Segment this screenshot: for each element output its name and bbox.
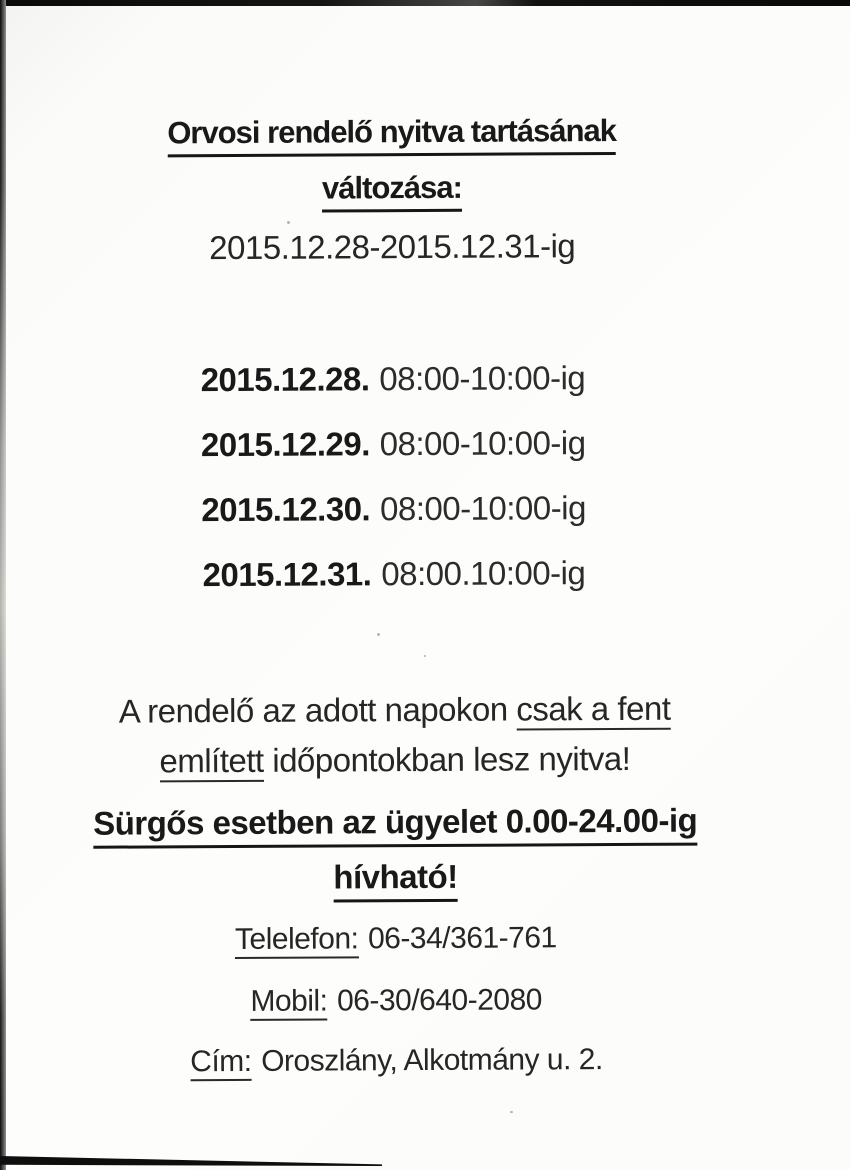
emergency-text: hívható!: [333, 858, 458, 903]
notice-date-range: 2015.12.28-2015.12.31-ig: [209, 227, 576, 267]
contact-label: Cím:: [190, 1045, 252, 1081]
note-text: A rendelő az adott napokon: [118, 690, 517, 730]
schedule-row: [0, 551, 788, 598]
schedule-row: [0, 486, 788, 533]
schedule-date: 2015.12.31.: [202, 555, 372, 594]
contact-value: 06-30/640-2080: [336, 983, 542, 1018]
contact-row-phone: [2, 917, 790, 960]
schedule-time: 08:00-10:00-ig: [379, 424, 586, 463]
contact-label: Telelefon:: [235, 922, 359, 959]
schedule-time: 08:00.10:00-ig: [381, 554, 586, 593]
contact-row-mobile: [2, 979, 790, 1022]
note-text: időpontokban lesz nyitva!: [263, 739, 631, 779]
contact-label: Mobil:: [250, 985, 327, 1021]
contact-row-address: [2, 1039, 790, 1082]
schedule-date: 2015.12.28.: [200, 360, 370, 399]
note-underlined-text: csak a fent: [516, 690, 670, 731]
emergency-text: Sürgős esetben az ügyelet 0.00-24.00-ig: [93, 802, 697, 849]
note-line1: [1, 687, 789, 734]
notice-title-line1: [0, 110, 786, 154]
schedule-date: 2015.12.29.: [200, 425, 370, 464]
schedule-time: 08:00-10:00-ig: [379, 489, 586, 528]
schedule-date: 2015.12.30.: [201, 490, 371, 529]
schedule-row: [0, 421, 787, 468]
emergency-line1: [1, 799, 789, 846]
note-underlined-text: említett: [159, 742, 263, 783]
schedule-row: [0, 356, 787, 403]
note-line2: [1, 737, 789, 784]
notice-title-line2: [0, 166, 786, 210]
title-text: Orvosi rendelő nyitva tartásának: [167, 113, 616, 157]
contact-value: Oroszlány, Alkotmány u. 2.: [261, 1043, 603, 1078]
title-text: változása:: [322, 170, 462, 213]
emergency-line2: [1, 854, 789, 901]
schedule-time: 08:00-10:00-ig: [379, 359, 586, 398]
contact-value: 06-34/361-761: [367, 921, 557, 956]
